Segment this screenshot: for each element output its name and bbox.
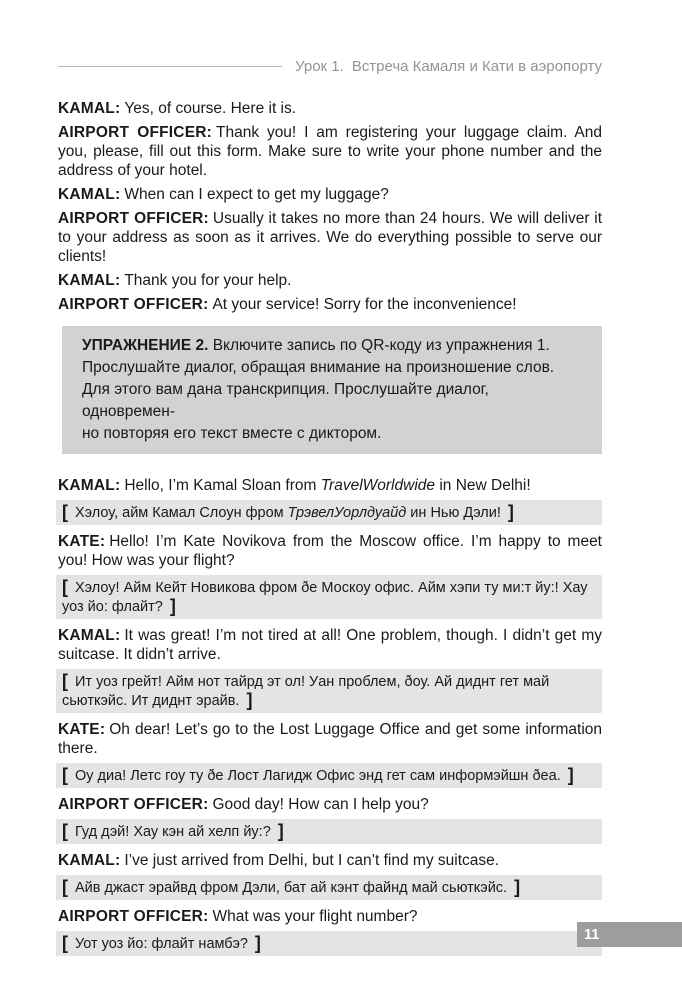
speech-text: Yes, of course. Here it is.	[124, 100, 297, 117]
dialog-entry	[58, 851, 602, 900]
speaker-name: KAMAL:	[58, 477, 121, 494]
dialog-line	[58, 720, 602, 758]
speaker-name: AIRPORT OFFICER:	[58, 210, 209, 227]
close-bracket: ]	[246, 690, 253, 710]
transcript-text: Гуд дэй! Хау кэн ай хелп йу:?	[75, 824, 271, 840]
exercise-box	[62, 326, 602, 454]
speaker-name: KATE:	[58, 721, 106, 738]
speech-text: Hello, I’m Kamal Sloan from	[124, 477, 321, 494]
dialog-entry	[58, 626, 602, 713]
exercise-line: но повторяя его текст вместе с диктором.	[82, 425, 382, 442]
dialog-line	[58, 295, 602, 314]
transcript-text: Хэлоу! Айм Кейт Новикова фром ðе Москоу офис. Айм хэпи ту ми:т йу:! Хау уоз йо: флайт?	[62, 580, 588, 615]
exercise-line: Для этого вам дана транскрипция. Прослушайте диалог, одновремен-	[82, 381, 489, 420]
close-bracket: ]	[277, 821, 284, 841]
transcription-box	[56, 669, 602, 713]
dialog-line	[58, 532, 602, 570]
speech-text: At your service! Sorry for the inconvenience!	[212, 296, 517, 313]
open-bracket: [	[62, 671, 68, 691]
dialog-line	[58, 626, 602, 664]
dialog-line	[58, 271, 602, 290]
lesson-number: Урок 1.	[295, 58, 344, 75]
open-bracket: [	[62, 502, 68, 522]
transcription-box	[56, 500, 602, 525]
speech-text: Good day! How can I help you?	[212, 796, 429, 813]
page-header	[58, 58, 602, 75]
dialog-entry	[58, 532, 602, 619]
exercise-line	[82, 335, 582, 357]
dialog-line	[58, 185, 602, 204]
dialog-line	[58, 907, 602, 926]
transcript-text: Оу диа! Летс гоу ту ðе Лост Лагидж Офис энд гет сам информэйшн ðеа.	[75, 768, 561, 784]
speech-text: It was great! I’m not tired at all! One problem, though. I didn’t get my suitcase. It didn’t arrive.	[58, 627, 602, 663]
speaker-name: AIRPORT OFFICER:	[58, 296, 209, 313]
transcript-text: Ит уоз грейт! Айм нот тайрд эт ол! Уан проблем, ðоу. Ай диднт гет май сьюткэйс. Ит диднт эрайв.	[62, 674, 550, 709]
open-bracket: [	[62, 577, 68, 597]
page-number-bar	[577, 922, 682, 947]
speaker-name: AIRPORT OFFICER:	[58, 908, 209, 925]
close-bracket: ]	[254, 933, 261, 953]
close-bracket: ]	[507, 502, 514, 522]
open-bracket: [	[62, 765, 68, 785]
open-bracket: [	[62, 821, 68, 841]
lesson-title: Встреча Камаля и Кати в аэропорту	[351, 58, 602, 75]
transcription-box	[56, 763, 602, 788]
dialog-entry	[58, 720, 602, 788]
speech-text: When can I expect to get my luggage?	[124, 186, 389, 203]
speaker-name: AIRPORT OFFICER:	[58, 124, 212, 141]
header-rule	[58, 66, 282, 67]
speech-text: Hello! I’m Kate Novikova from the Moscow office. I’m happy to meet you! How was your flight?	[58, 533, 602, 569]
page-content	[58, 58, 602, 963]
close-bracket: ]	[514, 877, 521, 897]
speech-text: Thank you for your help.	[124, 272, 292, 289]
speaker-name: KAMAL:	[58, 100, 121, 117]
speaker-name: KAMAL:	[58, 186, 121, 203]
exercise-text: Включите запись по QR-коду из упражнения 1.	[212, 337, 550, 354]
transcript-text: ин Нью Дэли!	[406, 505, 501, 521]
dialog-line	[58, 851, 602, 870]
speech-text: What was your flight number?	[212, 908, 418, 925]
transcription-box	[56, 931, 602, 956]
speech-text: Thank you! I am registering your luggage claim. And you, please, fill out this form. Make sure to write your phone number and the address of your hotel.	[58, 124, 602, 179]
dialog-line	[58, 99, 602, 118]
speech-text: in New Delhi!	[435, 477, 531, 494]
transcription-box	[56, 575, 602, 619]
exercise-line: Прослушайте диалог, обращая внимание на произношение слов.	[82, 359, 555, 376]
open-bracket: [	[62, 877, 68, 897]
transcript-text: Хэлоу, айм Камал Слоун фром	[75, 505, 288, 521]
dialog-line	[58, 795, 602, 814]
dialog-entry	[58, 907, 602, 956]
speaker-name: KAMAL:	[58, 852, 121, 869]
speaker-name: KAMAL:	[58, 272, 121, 289]
speech-text: Usually it takes no more than 24 hours. We will deliver it to your address as soon as it arrives. We do everything possible to serve our clients!	[58, 210, 602, 265]
speech-text: I’ve just arrived from Delhi, but I can’t find my suitcase.	[124, 852, 500, 869]
dialog-entry	[58, 476, 602, 525]
close-bracket: ]	[169, 596, 176, 616]
transcription-box	[56, 819, 602, 844]
exercise-label: УПРАЖНЕНИЕ 2.	[82, 337, 209, 354]
transcript-text-italic: ТрэвелУорлдуайд	[287, 505, 407, 521]
speaker-name: KATE:	[58, 533, 106, 550]
speaker-name: AIRPORT OFFICER:	[58, 796, 209, 813]
open-bracket: [	[62, 933, 68, 953]
transcript-text: Уот уоз йо: флайт намбэ?	[75, 936, 248, 952]
page-number: 11	[584, 926, 600, 943]
dialog-line	[58, 123, 602, 180]
speech-text: Oh dear! Let’s go to the Lost Luggage Office and get some information there.	[58, 721, 602, 757]
dialog-entry	[58, 795, 602, 844]
transcription-box	[56, 875, 602, 900]
close-bracket: ]	[567, 765, 574, 785]
transcript-text: Айв джаст эрайвд фром Дэли, бат ай кэнт файнд май сьюткэйс.	[75, 880, 508, 896]
dialog-line	[58, 209, 602, 266]
dialog-line	[58, 476, 602, 495]
speech-text-italic: TravelWorldwide	[320, 477, 436, 494]
speaker-name: KAMAL:	[58, 627, 121, 644]
